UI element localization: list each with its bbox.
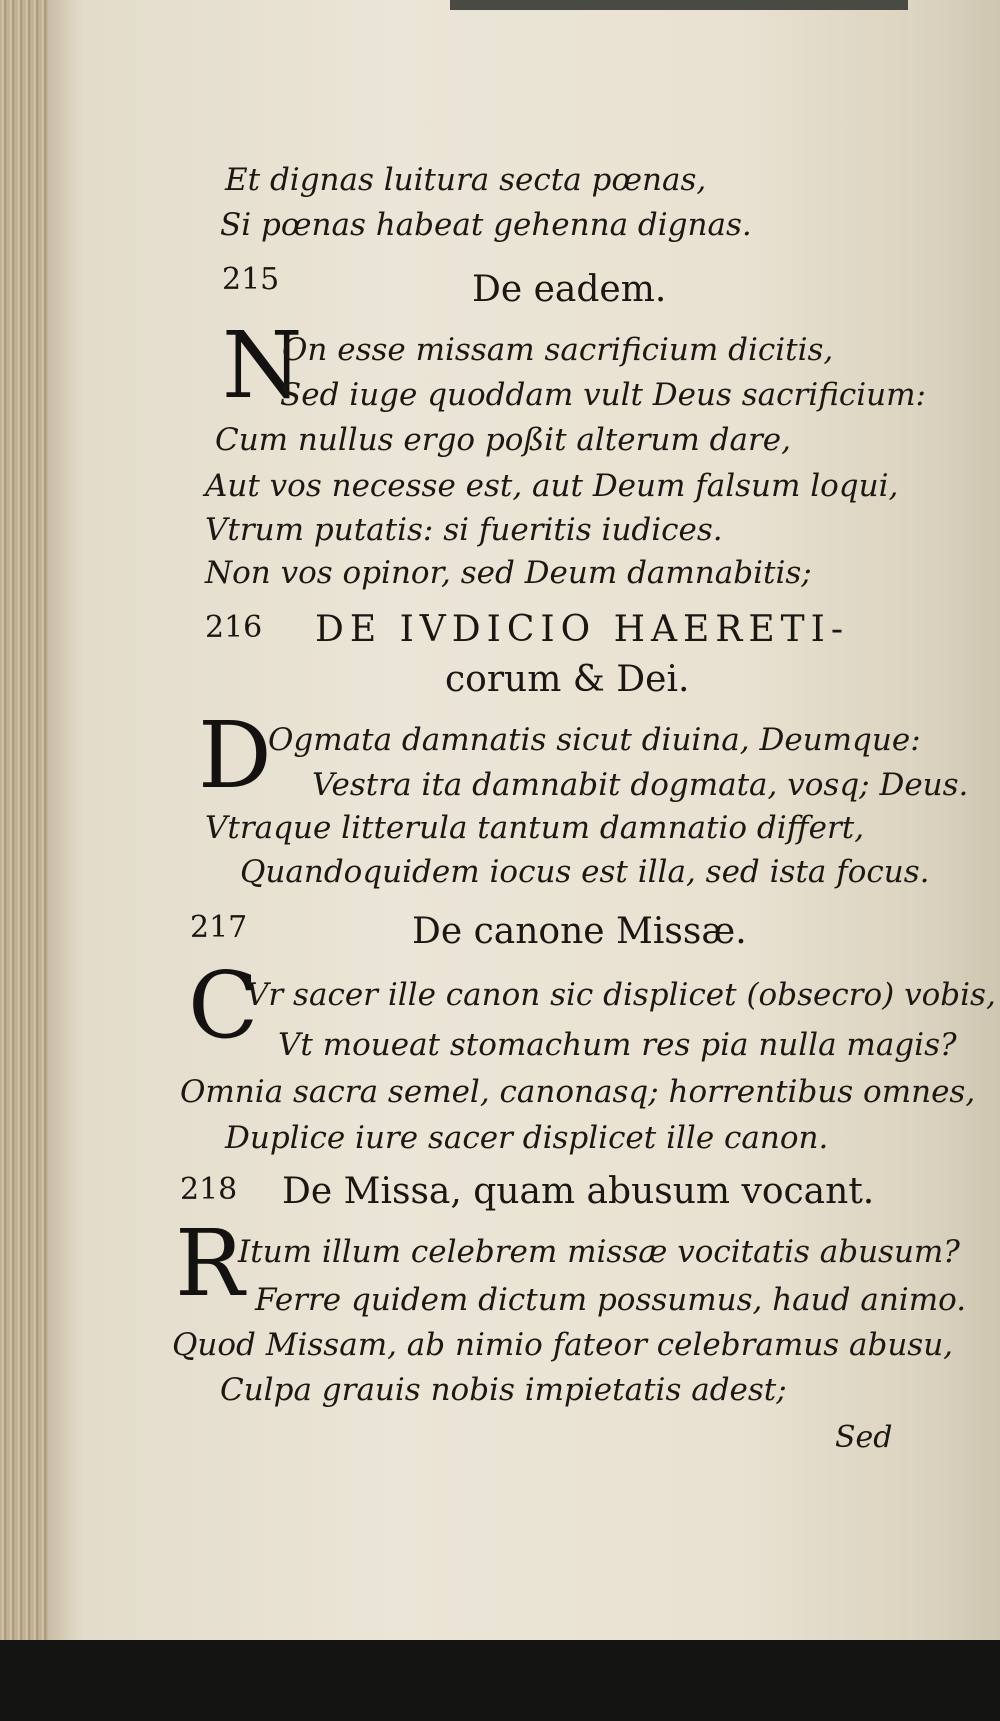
verse-line: Vtrum putatis: si fueritis iudices. [205, 512, 723, 548]
epigram-number: 215 [222, 262, 280, 297]
verse-line: Aut vos necesse est, aut Deum falsum loqui, [205, 468, 899, 504]
verse-line: Itum illum celebrem missæ vocitatis abusum? [238, 1234, 960, 1270]
epigram-number: 216 [205, 610, 263, 645]
verse-line: Ogmata damnatis sicut diuina, Deumque: [268, 722, 921, 758]
epigram-title-continued: corum & Dei. [445, 659, 690, 700]
drop-cap: C [188, 952, 259, 1059]
drop-cap: R [175, 1210, 245, 1317]
verse-line: Duplice iure sacer displicet ille canon. [225, 1120, 829, 1156]
verse-line: Quandoquidem iocus est illa, sed ista focus. [240, 854, 930, 890]
verse-line: Vestra ita damnabit dogmata, vosq; Deus. [312, 767, 969, 803]
drop-cap: N [222, 312, 303, 419]
epigram-title: DE IVDICIO HAERETI- [315, 609, 850, 650]
verse-line: Ferre quidem dictum possumus, haud animo. [255, 1282, 967, 1318]
verse-line: Quod Missam, ab nimio fateor celebramus abusu, [172, 1327, 954, 1363]
epigram-number: 217 [190, 910, 248, 945]
verse-line: Si pœnas habeat gehenna dignas. [220, 207, 752, 243]
verse-line: Culpa grauis nobis impietatis adest; [220, 1372, 787, 1408]
verse-line: Et dignas luitura secta pœnas, [225, 162, 707, 198]
verse-line: Cum nullus ergo poßit alterum dare, [215, 422, 791, 458]
verse-line: Vr sacer ille canon sic displicet (obsecro) vobis, [246, 977, 996, 1013]
drop-cap: D [198, 702, 272, 809]
verse-line: Omnia sacra semel, canonasq; horrentibus omnes, [180, 1074, 976, 1110]
verse-line: Sed iuge quoddam vult Deus sacrificium: [280, 377, 926, 413]
epigram-title: De Missa, quam abusum vocant. [282, 1171, 875, 1212]
verse-line: Vtraque litterula tantum damnatio differt, [205, 810, 865, 846]
verse-line: Vt moueat stomachum res pia nulla magis? [278, 1027, 957, 1063]
verse-line: On esse missam sacrificium dicitis, [282, 332, 834, 368]
catchword: Sed [835, 1420, 893, 1455]
epigram-title: De canone Missæ. [412, 911, 747, 952]
epigram-number: 218 [180, 1172, 238, 1207]
verse-line: Non vos opinor, sed Deum damnabitis; [205, 555, 812, 591]
epigram-title: De eadem. [472, 269, 667, 310]
